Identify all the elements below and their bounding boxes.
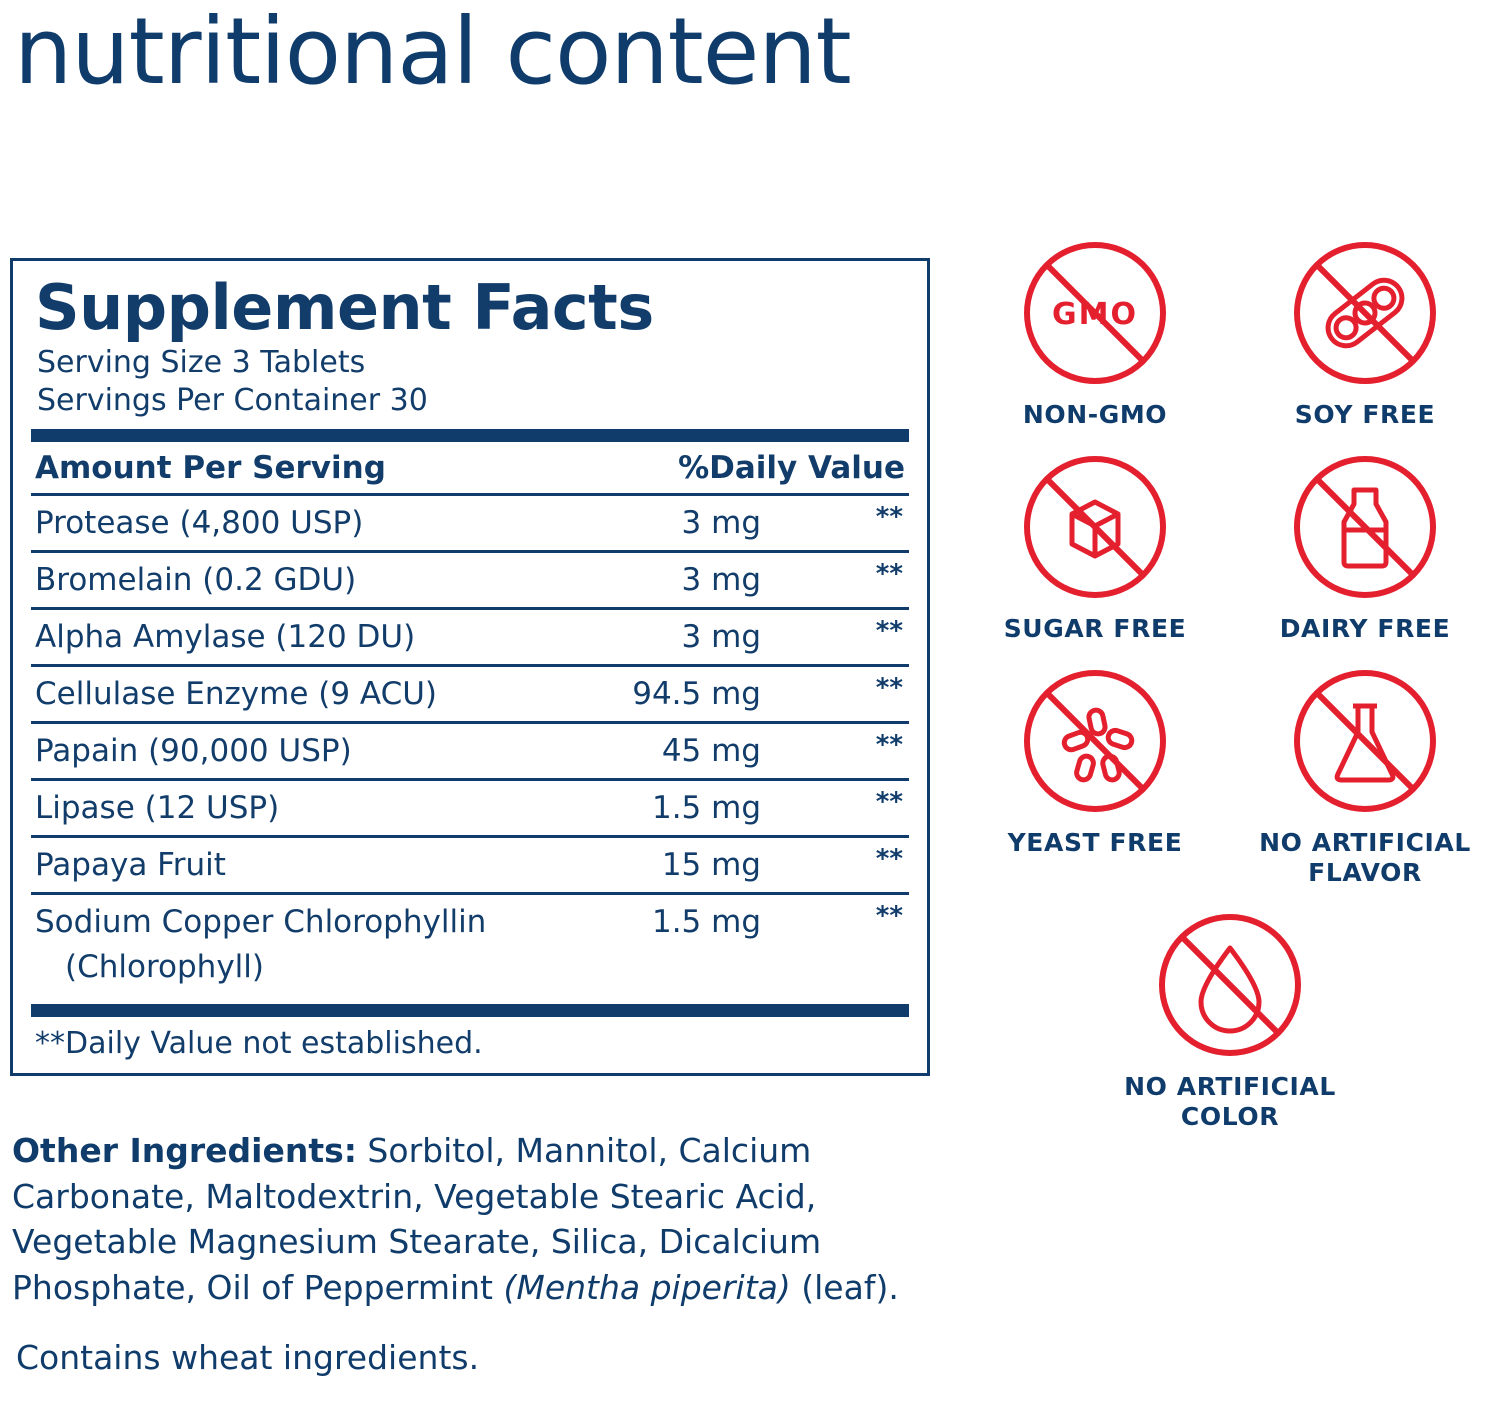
table-row bbox=[31, 838, 909, 892]
badge-row-3 bbox=[960, 666, 1500, 910]
amount-per-serving-header: Amount Per Serving bbox=[35, 450, 386, 487]
daily-value-header: %Daily Value bbox=[678, 450, 905, 487]
badge-row-4 bbox=[960, 910, 1500, 1154]
servings-per-container: Servings Per Container 30 bbox=[37, 382, 428, 418]
contains-statement: Contains wheat ingredients. bbox=[16, 1338, 480, 1377]
no-artificial-flavor-icon bbox=[1290, 666, 1440, 816]
nutrient-amount: 3 mg bbox=[681, 505, 761, 542]
badge-non-gmo bbox=[960, 238, 1230, 430]
facts-column-headers bbox=[31, 442, 909, 493]
other-ingredients-italic: (Mentha piperita) bbox=[503, 1267, 791, 1307]
no-yeast-icon bbox=[1020, 666, 1170, 816]
table-row bbox=[31, 610, 909, 664]
badge-row-1 bbox=[960, 238, 1500, 452]
table-row bbox=[31, 895, 909, 949]
divider-thick-bottom bbox=[31, 1004, 909, 1017]
serving-size: Serving Size 3 Tablets bbox=[37, 345, 366, 381]
no-sugar-icon bbox=[1020, 452, 1170, 602]
nutrient-amount: 1.5 mg bbox=[651, 904, 761, 941]
badge-dairy-free bbox=[1230, 452, 1500, 644]
nutrient-name: Bromelain (0.2 GDU) bbox=[35, 562, 357, 599]
badge-label: NO ARTIFICIAL COLOR bbox=[1124, 1072, 1336, 1131]
nutrient-daily-value: ** bbox=[875, 901, 903, 932]
badge-label: SUGAR FREE bbox=[1003, 614, 1187, 643]
nutrient-name: Protease (4,800 USP) bbox=[35, 505, 364, 542]
badge-label: NO ARTIFICIAL FLAVOR bbox=[1259, 828, 1471, 887]
nutrient-name: Papain (90,000 USP) bbox=[35, 733, 352, 770]
table-row bbox=[31, 667, 909, 721]
table-row bbox=[31, 724, 909, 778]
nutrient-amount: 94.5 mg bbox=[632, 676, 761, 713]
nutrient-name: Sodium Copper Chlorophyllin bbox=[35, 904, 487, 941]
nutrient-daily-value: ** bbox=[875, 787, 903, 818]
nutrient-subname: (Chlorophyll) bbox=[65, 949, 264, 986]
nutrient-name: Cellulase Enzyme (9 ACU) bbox=[35, 676, 438, 713]
badge-yeast-free bbox=[960, 666, 1230, 888]
badge-label: SOY FREE bbox=[1294, 400, 1436, 429]
nutrient-amount: 45 mg bbox=[661, 733, 761, 770]
badge-row-2 bbox=[960, 452, 1500, 666]
nutrient-name: Alpha Amylase (120 DU) bbox=[35, 619, 416, 656]
table-row bbox=[31, 496, 909, 550]
certification-badges bbox=[960, 238, 1500, 1154]
no-soy-icon bbox=[1290, 238, 1440, 388]
divider-thick-top bbox=[31, 429, 909, 442]
supplement-facts-heading: Supplement Facts bbox=[35, 271, 654, 344]
other-ingredients-text-1: Sorbitol, Mannitol, Calcium Carbonate, Maltodextrin, Vegetable Stearic Acid, Vegetable Magnesium Stearate, Silica, Dicalcium Phosphate, Oil of Peppermint bbox=[12, 1131, 822, 1307]
nutrient-daily-value: ** bbox=[875, 673, 903, 704]
table-row bbox=[31, 781, 909, 835]
nutrient-daily-value: ** bbox=[875, 616, 903, 647]
badge-label: YEAST FREE bbox=[1007, 828, 1183, 857]
svg-text:GMO: GMO bbox=[1052, 297, 1138, 332]
other-ingredients bbox=[12, 1128, 932, 1310]
nutrient-daily-value: ** bbox=[875, 502, 903, 533]
nutrient-daily-value: ** bbox=[875, 559, 903, 590]
no-artificial-color-icon bbox=[1155, 910, 1305, 1060]
nutrient-name: Lipase (12 USP) bbox=[35, 790, 280, 827]
no-dairy-icon bbox=[1290, 452, 1440, 602]
other-ingredients-label: Other Ingredients: bbox=[12, 1131, 357, 1170]
nutrient-amount: 3 mg bbox=[681, 619, 761, 656]
nutrient-daily-value: ** bbox=[875, 844, 903, 875]
nutrient-daily-value: ** bbox=[875, 730, 903, 761]
nutrient-amount: 1.5 mg bbox=[651, 790, 761, 827]
badge-soy-free bbox=[1230, 238, 1500, 430]
other-ingredients-text-2: (leaf). bbox=[790, 1267, 899, 1307]
badge-label: NON-GMO bbox=[1022, 400, 1168, 429]
supplement-facts-panel bbox=[10, 258, 930, 1076]
badge-label: DAIRY FREE bbox=[1279, 614, 1451, 643]
badge-sugar-free bbox=[960, 452, 1230, 644]
nutrient-amount: 3 mg bbox=[681, 562, 761, 599]
nutrient-name: Papaya Fruit bbox=[35, 847, 226, 884]
page-title: nutritional content bbox=[14, 0, 851, 105]
badge-no-artificial-color bbox=[1095, 910, 1365, 1132]
badge-no-artificial-flavor bbox=[1230, 666, 1500, 888]
nutrient-amount: 15 mg bbox=[661, 847, 761, 884]
table-row bbox=[31, 553, 909, 607]
daily-value-footnote: **Daily Value not established. bbox=[35, 1026, 483, 1062]
no-gmo-icon bbox=[1020, 238, 1170, 388]
